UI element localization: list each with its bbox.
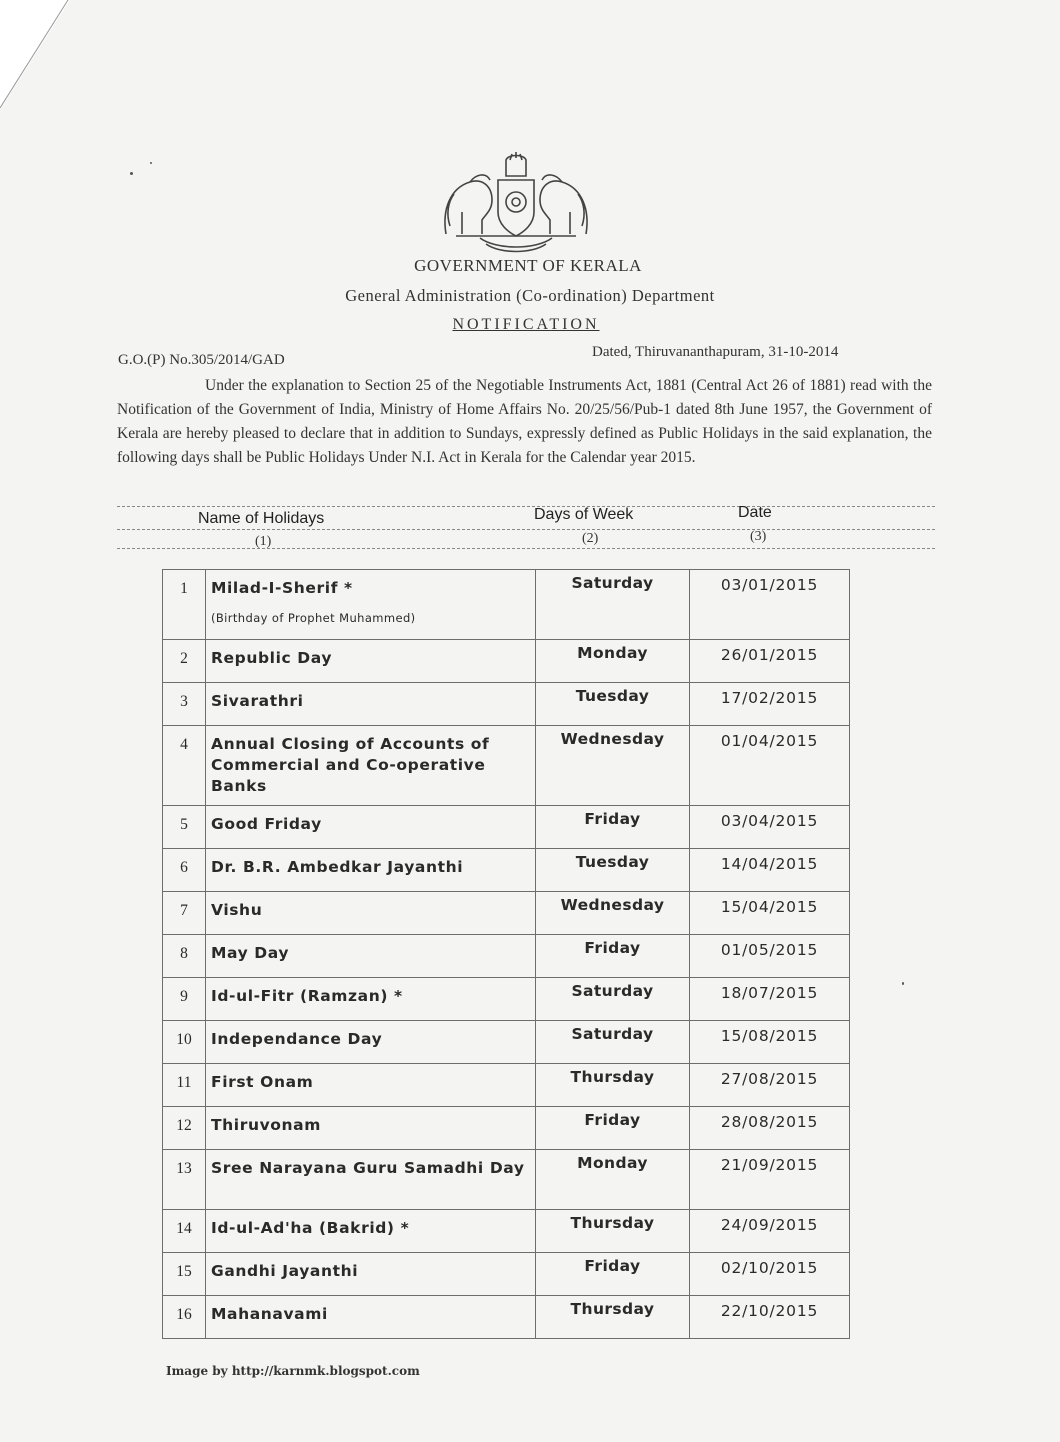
holiday-row	[163, 1107, 850, 1150]
holiday-number: 6	[163, 849, 206, 892]
scan-speck	[130, 172, 133, 175]
holiday-date: 21/09/2015	[690, 1150, 850, 1210]
holiday-date: 03/01/2015	[690, 570, 850, 640]
scan-speck	[150, 162, 152, 164]
order-number: G.O.(P) No.305/2014/GAD	[118, 352, 285, 368]
holiday-number: 7	[163, 892, 206, 935]
holiday-name: May Day	[211, 944, 290, 962]
holiday-day: Monday	[536, 1150, 690, 1210]
holiday-name-cell	[206, 978, 536, 1021]
holiday-number: 3	[163, 683, 206, 726]
holiday-row	[163, 570, 850, 640]
column-header-day: Days of Week	[534, 506, 634, 523]
holiday-row	[163, 1150, 850, 1210]
holiday-name-cell	[206, 806, 536, 849]
holiday-name: Sree Narayana Guru Samadhi Day	[211, 1159, 525, 1177]
column-number-1: (1)	[255, 534, 272, 549]
holiday-date: 27/08/2015	[690, 1064, 850, 1107]
column-number-2: (2)	[582, 531, 599, 546]
holiday-day: Thursday	[536, 1210, 690, 1253]
holiday-row	[163, 1021, 850, 1064]
holiday-name: Republic Day	[211, 649, 333, 667]
holiday-row	[163, 935, 850, 978]
holiday-date: 01/04/2015	[690, 726, 850, 806]
holiday-name: Dr. B.R. Ambedkar Jayanthi	[211, 858, 464, 876]
holiday-day: Friday	[536, 935, 690, 978]
holiday-row	[163, 1064, 850, 1107]
holiday-name: Annual Closing of Accounts of Commercial and Co-operative Banks	[211, 735, 490, 795]
rule-top	[117, 506, 935, 507]
department-title: General Administration (Co-ordination) Department	[345, 286, 715, 305]
rule-bottom	[117, 548, 935, 549]
holiday-date: 03/04/2015	[690, 806, 850, 849]
holiday-name-cell	[206, 1064, 536, 1107]
holiday-row	[163, 849, 850, 892]
holiday-number: 2	[163, 640, 206, 683]
holiday-number: 16	[163, 1296, 206, 1339]
notification-paragraph: Under the explanation to Section 25 of the Negotiable Instruments Act, 1881 (Central Act 26 of 1881) read with the Notification of the Government of India, Ministry of Home Affairs No. 20/25/56/Pub-1 dated 8th June 1957, the Government of Kerala are hereby pleased to declare that in addition to Sundays, expressly defined as Public Holidays in the said explanation, the following days shall be Public Holidays Under N.I. Act in Kerala for the Calendar year 2015.	[117, 377, 932, 466]
holiday-number: 1	[163, 570, 206, 640]
holiday-name: Mahanavami	[211, 1305, 328, 1323]
holiday-name-cell	[206, 570, 536, 640]
holiday-day: Thursday	[536, 1064, 690, 1107]
holiday-number: 10	[163, 1021, 206, 1064]
holiday-name: Independance Day	[211, 1030, 383, 1048]
holiday-number: 11	[163, 1064, 206, 1107]
holiday-row	[163, 1210, 850, 1253]
holiday-date: 15/04/2015	[690, 892, 850, 935]
holiday-name-cell	[206, 640, 536, 683]
column-header-name: Name of Holidays	[198, 510, 325, 527]
holiday-day: Wednesday	[536, 726, 690, 806]
holiday-date: 17/02/2015	[690, 683, 850, 726]
holiday-date: 18/07/2015	[690, 978, 850, 1021]
holiday-name: Good Friday	[211, 815, 322, 833]
holiday-day: Wednesday	[536, 892, 690, 935]
holiday-name-cell	[206, 892, 536, 935]
holiday-day: Tuesday	[536, 683, 690, 726]
holiday-day: Saturday	[536, 978, 690, 1021]
holiday-name: Gandhi Jayanthi	[211, 1262, 359, 1280]
holiday-name-cell	[206, 1296, 536, 1339]
holiday-date: 02/10/2015	[690, 1253, 850, 1296]
holiday-row	[163, 640, 850, 683]
holiday-day: Friday	[536, 1107, 690, 1150]
holiday-date: 15/08/2015	[690, 1021, 850, 1064]
order-date: Dated, Thiruvananthapuram, 31-10-2014	[592, 344, 839, 360]
holiday-day: Friday	[536, 806, 690, 849]
holiday-number: 4	[163, 726, 206, 806]
holiday-name: Sivarathri	[211, 692, 304, 710]
holiday-name-cell	[206, 726, 536, 806]
rule-middle	[117, 529, 935, 530]
holiday-name: Id-ul-Ad'ha (Bakrid) *	[211, 1219, 410, 1237]
holiday-day: Saturday	[536, 1021, 690, 1064]
holiday-day: Saturday	[536, 570, 690, 640]
holiday-row	[163, 978, 850, 1021]
holiday-name-cell	[206, 1253, 536, 1296]
holiday-day: Friday	[536, 1253, 690, 1296]
holiday-name-cell	[206, 1107, 536, 1150]
holiday-name-cell	[206, 1150, 536, 1210]
column-number-3: (3)	[750, 529, 767, 544]
holiday-day: Tuesday	[536, 849, 690, 892]
holiday-date: 28/08/2015	[690, 1107, 850, 1150]
image-credit: Image by http://karnmk.blogspot.com	[166, 1364, 420, 1378]
holiday-number: 5	[163, 806, 206, 849]
holiday-number: 9	[163, 978, 206, 1021]
holiday-name-cell	[206, 1021, 536, 1064]
holiday-name-cell	[206, 849, 536, 892]
holiday-date: 01/05/2015	[690, 935, 850, 978]
holiday-number: 14	[163, 1210, 206, 1253]
holiday-day: Monday	[536, 640, 690, 683]
holiday-number: 12	[163, 1107, 206, 1150]
holiday-day: Thursday	[536, 1296, 690, 1339]
holiday-name: Milad-I-Sherif *	[211, 579, 353, 597]
holiday-name: Vishu	[211, 901, 263, 919]
holiday-date: 22/10/2015	[690, 1296, 850, 1339]
holiday-number: 13	[163, 1150, 206, 1210]
holiday-row	[163, 683, 850, 726]
government-title: GOVERNMENT OF KERALA	[414, 256, 642, 275]
holiday-row	[163, 1296, 850, 1339]
holiday-name-cell	[206, 1210, 536, 1253]
holiday-note: (Birthday of Prophet Muhammed)	[211, 611, 416, 625]
holiday-name-cell	[206, 683, 536, 726]
kerala-emblem-icon	[436, 150, 596, 258]
holiday-name: Id-ul-Fitr (Ramzan) *	[211, 987, 403, 1005]
holiday-row	[163, 892, 850, 935]
holiday-date: 26/01/2015	[690, 640, 850, 683]
holiday-number: 15	[163, 1253, 206, 1296]
holiday-name: First Onam	[211, 1073, 314, 1091]
holiday-date: 14/04/2015	[690, 849, 850, 892]
holiday-row	[163, 806, 850, 849]
notification-heading: NOTIFICATION	[452, 316, 600, 333]
holiday-row	[163, 1253, 850, 1296]
column-header-date: Date	[738, 504, 772, 521]
holiday-row	[163, 726, 850, 806]
holiday-number: 8	[163, 935, 206, 978]
holiday-date: 24/09/2015	[690, 1210, 850, 1253]
holiday-name: Thiruvonam	[211, 1116, 321, 1134]
scan-speck	[902, 982, 904, 985]
holiday-name-cell	[206, 935, 536, 978]
corner-fold-edge	[0, 0, 80, 120]
holidays-table	[162, 569, 850, 1339]
